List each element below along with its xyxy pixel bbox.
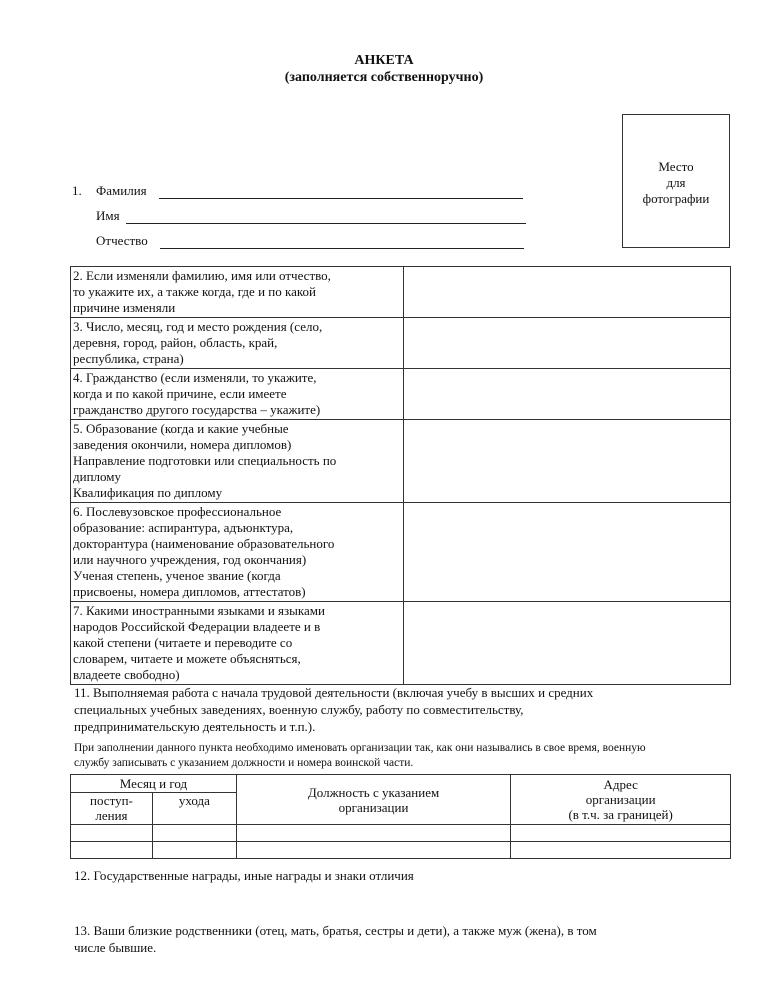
address-header: Адрес организации (в т.ч. за границей) xyxy=(511,775,731,825)
patronymic-row xyxy=(96,233,524,249)
answer-6-field[interactable] xyxy=(404,503,731,602)
table-row xyxy=(71,420,731,503)
answer-7-field[interactable] xyxy=(404,602,731,685)
section-11-text: 11. Выполняемая работа с начала трудовой деятельности (включая учебу в высших и средних специальных учебных заведениях, военную службу, работу по совместительству, предпринимательскую деятельность и т.п.). xyxy=(74,685,594,734)
answer-4-field[interactable] xyxy=(404,369,731,420)
form-title-block xyxy=(0,52,768,86)
answer-2-field[interactable] xyxy=(404,267,731,318)
first-name-label: Имя xyxy=(96,208,120,223)
table-row xyxy=(71,318,731,369)
question-6: 6. Послевузовское профессиональное образование: аспирантура, адъюнктура, докторантура (наименование образовательного или научного учреждения, год окончания) Ученая степень, ученое звание (когда присвоены, номера дипломов, аттестатов) xyxy=(71,503,404,602)
form-title: АНКЕТА xyxy=(354,53,414,68)
table-row xyxy=(71,825,731,842)
section-13-text: 13. Ваши близкие родственники (отец, мать, братья, сестры и дети), а также муж (жена), в том числе бывшие. xyxy=(74,923,597,955)
answer-5-field[interactable] xyxy=(404,420,731,503)
patronymic-field[interactable] xyxy=(160,234,524,249)
photo-placeholder[interactable] xyxy=(622,114,730,248)
questions-table xyxy=(70,266,731,685)
answer-3-field[interactable] xyxy=(404,318,731,369)
form-subtitle: (заполняется собственноручно) xyxy=(284,70,484,85)
surname-field[interactable] xyxy=(159,184,523,199)
end-date-cell[interactable] xyxy=(152,825,236,842)
position-cell[interactable] xyxy=(236,842,511,859)
start-date-cell[interactable] xyxy=(71,842,153,859)
surname-label: Фамилия xyxy=(96,183,147,198)
table-header-row xyxy=(71,775,731,793)
section-11-note: При заполнении данного пункта необходимо именовать организации так, как они назывались в свое время, военную службу записывать с указанием должности и номера воинской части. xyxy=(74,742,646,769)
table-row xyxy=(71,369,731,420)
question-4: 4. Гражданство (если изменяли, то укажите, когда и по какой причине, если имеете гражданство другого государства – укажите) xyxy=(71,369,404,420)
question-2: 2. Если изменяли фамилию, имя или отчество, то укажите их, а также когда, где и по какой причине изменяли xyxy=(71,267,404,318)
surname-row xyxy=(72,183,523,199)
month-year-header: Месяц и год xyxy=(71,775,237,793)
photo-label-line2: для xyxy=(666,175,686,190)
table-row xyxy=(71,503,731,602)
question-5: 5. Образование (когда и какие учебные заведения окончили, номера дипломов) Направление подготовки или специальность по диплому Квалификация по диплому xyxy=(71,420,404,503)
end-date-header: ухода xyxy=(152,793,236,825)
end-date-cell[interactable] xyxy=(152,842,236,859)
start-date-header: поступ- ления xyxy=(71,793,153,825)
start-date-cell[interactable] xyxy=(71,825,153,842)
address-cell[interactable] xyxy=(511,825,731,842)
position-header: Должность с указанием организации xyxy=(236,775,511,825)
photo-label-line3: фотографии xyxy=(642,191,710,206)
address-cell[interactable] xyxy=(511,842,731,859)
position-cell[interactable] xyxy=(236,825,511,842)
table-row xyxy=(71,602,731,685)
table-row xyxy=(71,842,731,859)
table-row xyxy=(71,267,731,318)
photo-label-line1: Место xyxy=(658,159,694,174)
question-3: 3. Число, месяц, год и место рождения (село, деревня, город, район, область, край, республика, страна) xyxy=(71,318,404,369)
first-name-field[interactable] xyxy=(126,209,526,224)
section-12-text: 12. Государственные награды, иные награды и знаки отличия xyxy=(74,868,414,883)
question-7: 7. Какими иностранными языками и языками народов Российской Федерации владеете и в какой степени (читаете и переводите со словарем, читаете и можете объясняться, владеете свободно) xyxy=(71,602,404,685)
work-history-table xyxy=(70,774,731,859)
patronymic-label: Отчество xyxy=(96,233,148,248)
name-section-number: 1. xyxy=(72,183,82,198)
first-name-row xyxy=(96,208,526,224)
